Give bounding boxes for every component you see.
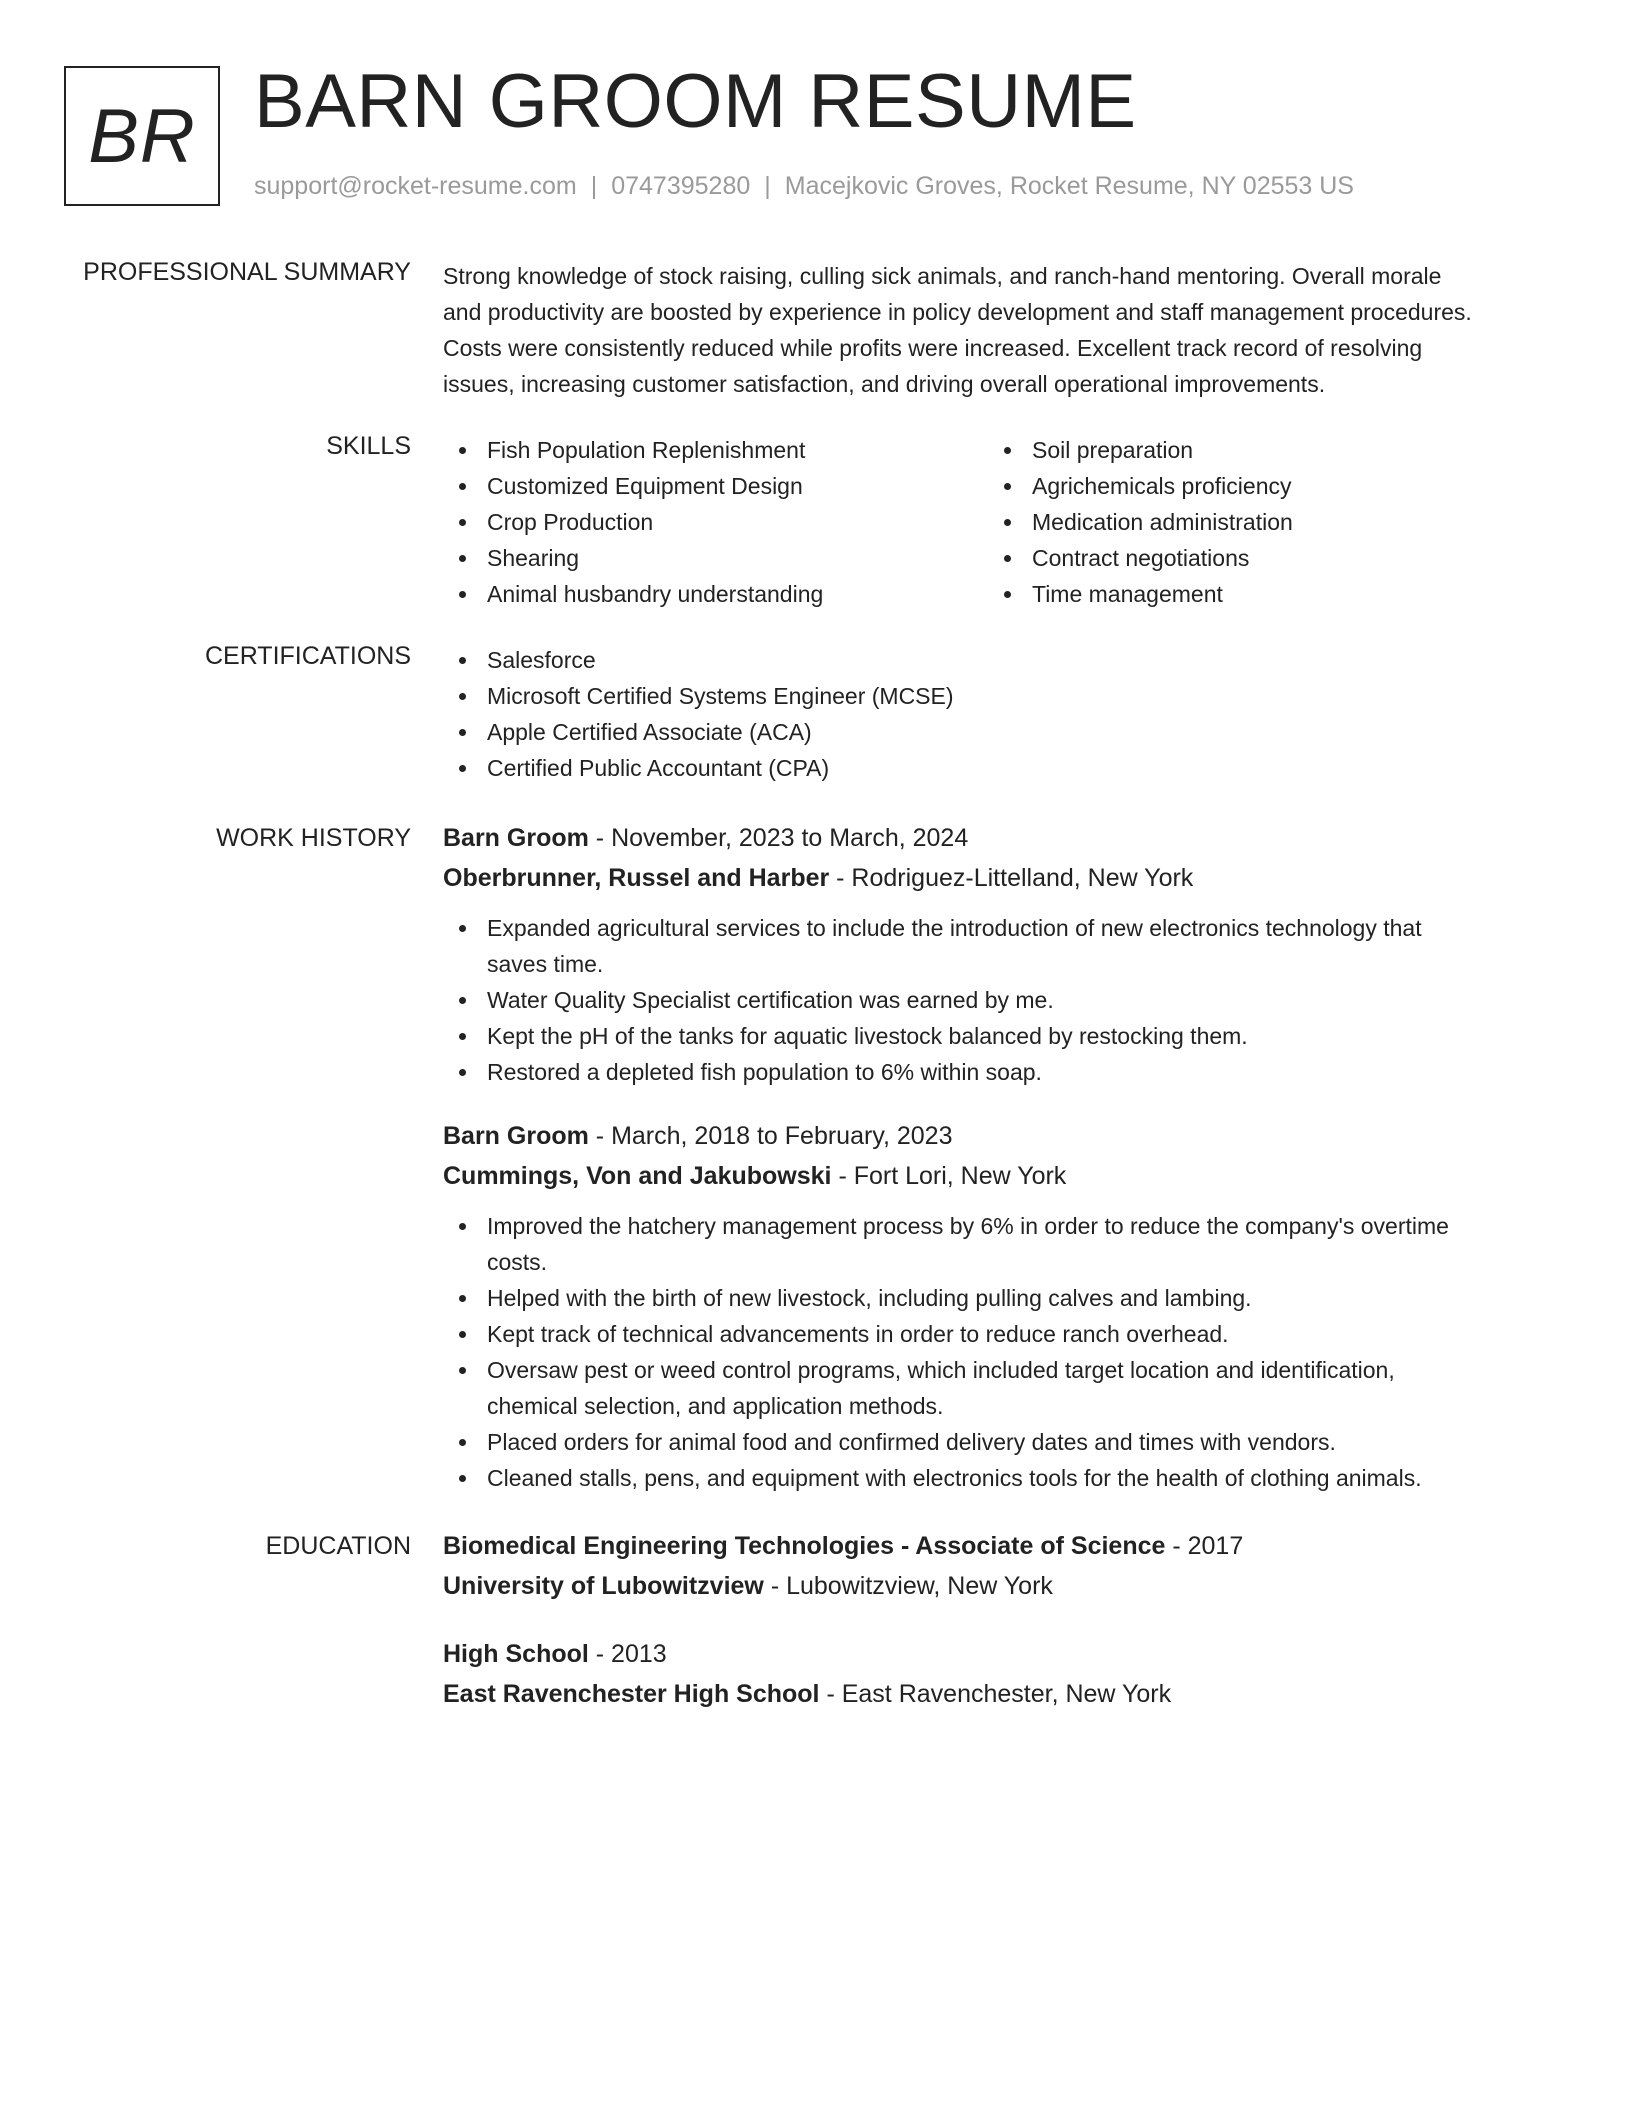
- resume-title: BARN GROOM RESUME: [254, 59, 1137, 144]
- job-duties: [443, 910, 1563, 1090]
- contact-separator: |: [590, 172, 598, 200]
- education-degree-line: [443, 1526, 1563, 1566]
- job-location: - Fort Lori, New York: [831, 1162, 1067, 1190]
- certification-item: Apple Certified Associate (ACA): [443, 714, 1563, 750]
- summary-line: Costs were consistently reduced while profits were increased. Excellent track record of resolving: [443, 335, 1423, 361]
- education-school-line: [443, 1566, 1563, 1606]
- job-title: Barn Groom: [443, 824, 589, 852]
- job-duty: Kept the pH of the tanks for aquatic livestock balanced by restocking them.: [443, 1018, 1563, 1054]
- section-label-summary: PROFESSIONAL SUMMARY: [83, 258, 411, 286]
- job-location: - Rodriguez-Littelland, New York: [829, 864, 1194, 892]
- contact-phone: 0747395280: [611, 172, 751, 200]
- education-location: - Lubowitzview, New York: [763, 1572, 1053, 1600]
- certification-item: Certified Public Accountant (CPA): [443, 750, 1563, 786]
- monogram-initials: BR: [88, 93, 196, 179]
- duty-text: chemical selection, and application methods.: [487, 1393, 944, 1419]
- job-duty: Helped with the birth of new livestock, including pulling calves and lambing.: [443, 1280, 1563, 1316]
- job-title-line: [443, 1116, 1563, 1156]
- skill-item: Customized Equipment Design: [443, 468, 988, 504]
- job-company-line: [443, 858, 1563, 898]
- skill-item: Animal husbandry understanding: [443, 576, 988, 612]
- job-duty: Water Quality Specialist certification was earned by me.: [443, 982, 1563, 1018]
- summary-line: issues, increasing customer satisfaction, and driving overall operational improvements.: [443, 371, 1326, 397]
- job-company: Oberbrunner, Russel and Harber: [443, 864, 830, 892]
- job-duty: [443, 910, 1563, 982]
- job-company: Cummings, Von and Jakubowski: [443, 1162, 832, 1190]
- skills-column-2: [988, 432, 1533, 612]
- contact-address: Macejkovic Groves, Rocket Resume, NY 02553 US: [784, 172, 1354, 200]
- section-label-education: EDUCATION: [265, 1532, 411, 1560]
- job-dates: - March, 2018 to February, 2023: [588, 1122, 953, 1150]
- job-duty: [443, 1352, 1563, 1424]
- job-duties: [443, 1208, 1563, 1496]
- skill-item: Shearing: [443, 540, 988, 576]
- contact-separator: |: [764, 172, 771, 200]
- job-dates: - November, 2023 to March, 2024: [588, 824, 969, 852]
- job-duty: Kept track of technical advancements in order to reduce ranch overhead.: [443, 1316, 1563, 1352]
- job-duty: [443, 1208, 1563, 1280]
- education-entry: [443, 1634, 1563, 1714]
- duty-text: saves time.: [487, 951, 604, 977]
- summary-line: and productivity are boosted by experience in policy development and staff management procedures.: [443, 299, 1472, 325]
- job-company-line: [443, 1156, 1563, 1196]
- certification-item: Microsoft Certified Systems Engineer (MCSE): [443, 678, 1563, 714]
- education-year: - 2017: [1165, 1532, 1244, 1560]
- education-school: East Ravenchester High School: [443, 1680, 820, 1708]
- education-entry: [443, 1526, 1563, 1606]
- work-history-list: [443, 818, 1563, 1496]
- duty-text: Oversaw pest or weed control programs, which included target location and identification,: [487, 1357, 1395, 1383]
- education-school-line: [443, 1674, 1563, 1714]
- job-title: Barn Groom: [443, 1122, 589, 1150]
- duty-text: Expanded agricultural services to include the introduction of new electronics technology that: [487, 915, 1422, 941]
- certification-item: Salesforce: [443, 642, 1563, 678]
- job-title-line: [443, 818, 1563, 858]
- skill-item: Medication administration: [988, 504, 1533, 540]
- summary-line: Strong knowledge of stock raising, culling sick animals, and ranch-hand mentoring. Overall morale: [443, 263, 1442, 289]
- skills-column-1: [443, 432, 988, 612]
- summary-text: [443, 258, 1563, 402]
- contact-email: support@rocket-resume.com: [254, 172, 577, 200]
- skill-item: Crop Production: [443, 504, 988, 540]
- job-entry: [443, 818, 1563, 1090]
- certifications-list: [443, 642, 1563, 786]
- contact-line: [254, 172, 1354, 201]
- section-label-skills: SKILLS: [326, 432, 411, 460]
- job-duty: Placed orders for animal food and confirmed delivery dates and times with vendors.: [443, 1424, 1563, 1460]
- duty-text: costs.: [487, 1249, 548, 1275]
- job-duty: Restored a depleted fish population to 6% within soap.: [443, 1054, 1563, 1090]
- education-location: - East Ravenchester, New York: [819, 1680, 1172, 1708]
- skills-list: [443, 432, 1563, 612]
- education-degree-line: [443, 1634, 1563, 1674]
- section-label-work-history: WORK HISTORY: [216, 824, 411, 852]
- job-duty: Cleaned stalls, pens, and equipment with electronics tools for the health of clothing animals.: [443, 1460, 1563, 1496]
- section-label-certifications: CERTIFICATIONS: [204, 642, 411, 670]
- education-list: [443, 1526, 1563, 1714]
- monogram-box: [64, 66, 220, 206]
- skill-item: Agrichemicals proficiency: [988, 468, 1533, 504]
- education-degree: High School: [443, 1640, 589, 1668]
- skill-item: Fish Population Replenishment: [443, 432, 988, 468]
- skill-item: Soil preparation: [988, 432, 1533, 468]
- education-school: University of Lubowitzview: [443, 1572, 764, 1600]
- education-degree: Biomedical Engineering Technologies - Associate of Science: [443, 1532, 1166, 1560]
- job-entry: [443, 1116, 1563, 1496]
- skill-item: Time management: [988, 576, 1533, 612]
- skill-item: Contract negotiations: [988, 540, 1533, 576]
- duty-text: Improved the hatchery management process by 6% in order to reduce the company's overtime: [487, 1213, 1449, 1239]
- education-year: - 2013: [588, 1640, 667, 1668]
